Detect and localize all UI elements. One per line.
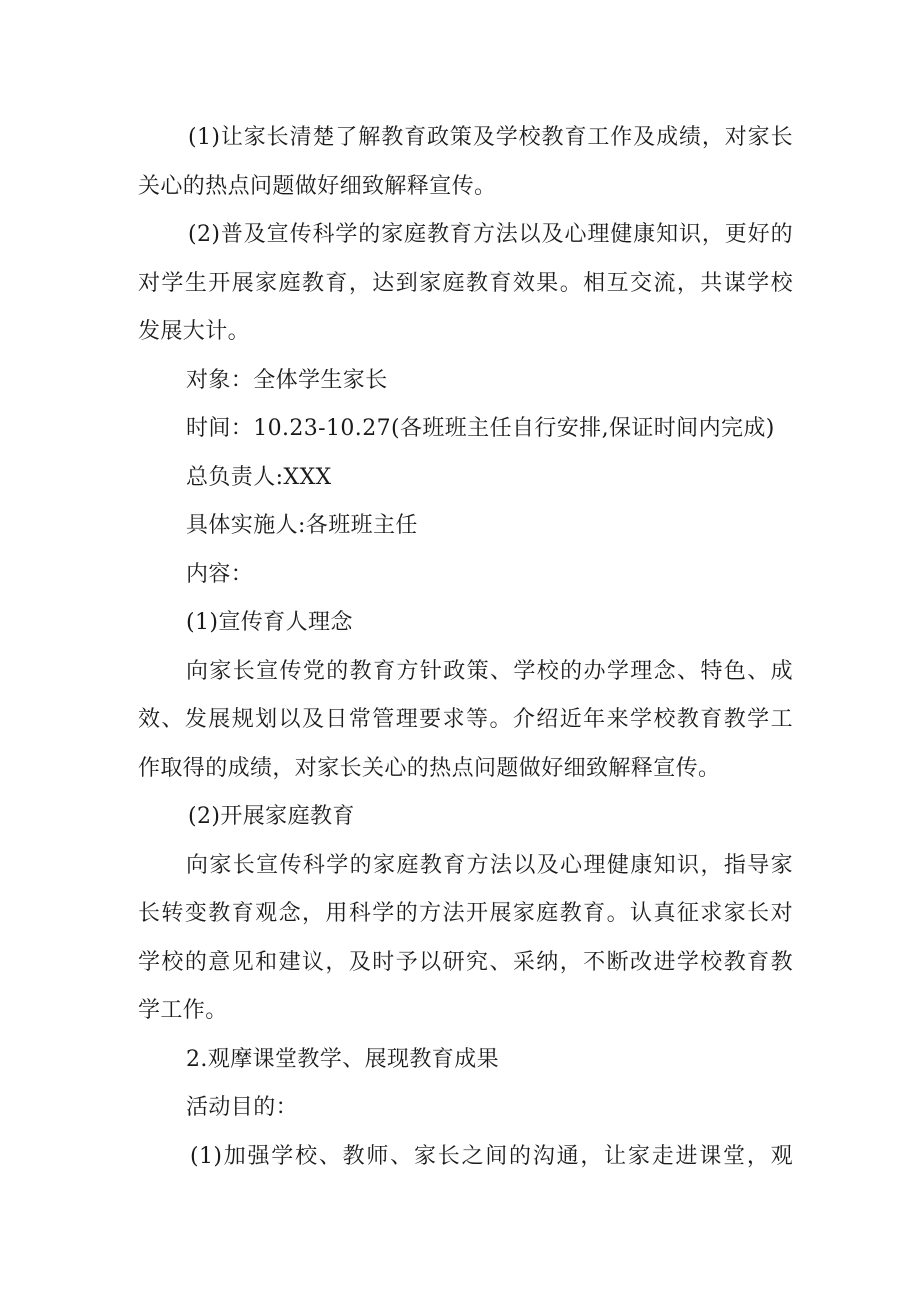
text-line: 对象：全体学生家长 [186, 367, 388, 393]
text-line: (1)宣传育人理念 [186, 610, 353, 635]
text-line: 对学生开展家庭教育，达到家庭教育效果。相互交流，共谋学校 [138, 270, 793, 296]
text-line: 向家长宣传党的教育方针政策、学校的办学理念、特色、成 [186, 658, 793, 684]
text-line: 活动目的： [186, 1095, 299, 1120]
text-line: 学工作。 [138, 998, 228, 1023]
text-line: 发展大计。 [138, 319, 251, 344]
text-line: (2)开展家庭教育 [188, 804, 355, 829]
text-line: 长转变教育观念，用科学的方法开展家庭教育。认真征求家长对 [138, 901, 793, 926]
text-line: 总负责人:XXX [186, 464, 332, 490]
text-line: 效、发展规划以及日常管理要求等。介绍近年来学校教育教学工 [138, 707, 793, 732]
text-line: 具体实施人:各班班主任 [186, 513, 418, 538]
text-line: 2.观摩课堂教学、展现教育成果 [186, 1046, 499, 1072]
document-body [138, 114, 793, 1181]
text-line: (1)让家长清楚了解教育政策及学校教育工作及成绩，对家长 [188, 125, 793, 150]
text-line: (1)加强学校、教师、家长之间的沟通，让家走进课堂，观 [190, 1143, 793, 1169]
text-line: 内容： [186, 561, 254, 587]
text-line: 关心的热点问题做好细致解释宣传。 [138, 173, 497, 199]
text-line: (2)普及宣传科学的家庭教育方法以及心理健康知识，更好的 [188, 222, 793, 247]
text-line: 向家长宣传科学的家庭教育方法以及心理健康知识，指导家 [186, 852, 793, 878]
text-line: 学校的意见和建议，及时予以研究、采纳，不断改进学校教育教 [138, 949, 793, 975]
text-line: 时间：10.23-10.27(各班班主任自行安排,保证时间内完成) [186, 416, 775, 441]
text-line: 作取得的成绩，对家长关心的热点问题做好细致解释宣传。 [138, 755, 721, 781]
